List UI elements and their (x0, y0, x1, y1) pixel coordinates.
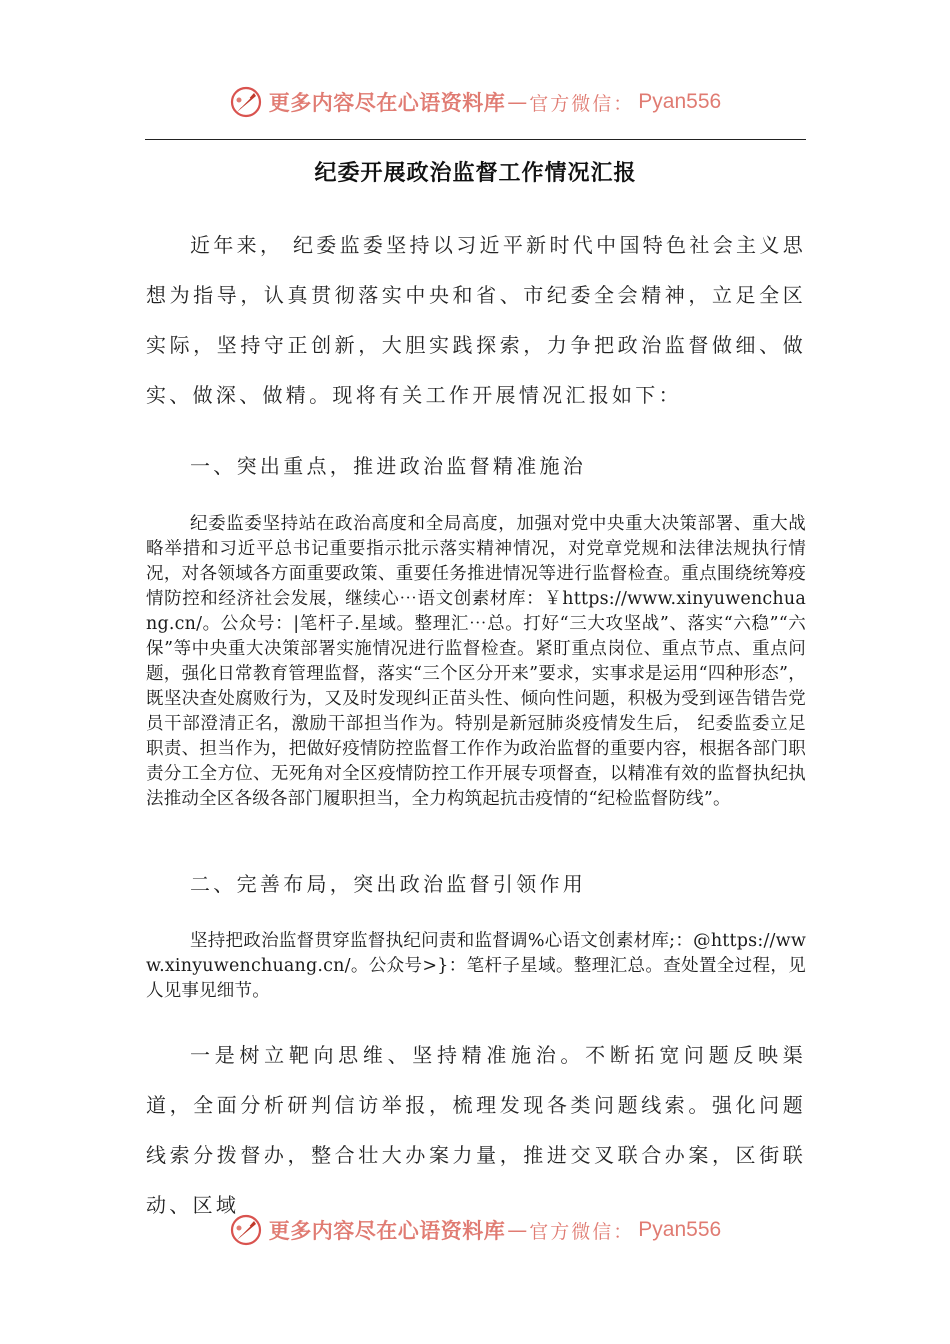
section-2-body: 坚持把政治监督贯穿监督执纪问责和监督调%心语文创素材库;：@https://www.xinyuwenchuang.cn/。公众号>}：笔杆子星域。整理汇总。查处置全过程，见人见事见细节。 (146, 931, 806, 1001)
intro-paragraph: 近年来， 纪委监委坚持以习近平新时代中国特色社会主义思想为指导，认真贯彻落实中央和省、市纪委全会精神，立足全区实际，坚持守正创新，大胆实践探索，力争把政治监督做细、做实、做深、做精。现将有关工作开展情况汇报如下： (146, 233, 806, 407)
banner-wechat-handle: Pyan556 (638, 90, 722, 113)
banner-wechat-handle: Pyan556 (638, 1218, 722, 1241)
document-title: 纪委开展政治监督工作情况汇报 (314, 161, 637, 186)
section-1-heading: 一、突出重点，推进政治监督精准施治 (190, 454, 587, 478)
banner-brand-text: 更多内容尽在心语资料库 (268, 90, 506, 115)
banner-brand-text: 更多内容尽在心语资料库 (268, 1218, 506, 1243)
banner-official-label: 官方微信： (529, 92, 635, 115)
quill-logo-icon (229, 85, 263, 119)
quill-logo-icon (229, 1213, 263, 1247)
point-1-paragraph: 一是树立靶向思维、坚持精准施治。不断拓宽问题反映渠道，全面分析研判信访举报，梳理发现各类问题线索。强化问题线索分拨督办，整合壮大办案力量，推进交叉联合办案，区街联动、区域 (146, 1043, 806, 1217)
section-1-body: 纪委监委坚持站在政治高度和全局高度，加强对党中央重大决策部署、重大战略举措和习近平总书记重要指示批示落实精神情况，对党章党规和法律法规执行情况，对各领域各方面重要政策、重要任务推进情况等进行监督检查。重点围绕统筹疫情防控和经济社会发展，继续心⋯语文创素材库：￥https://www.xinyuwenchuang.cn/。公众号：|笔杆子.星域。整理汇⋯总。打好“三大攻坚战”、落实“六稳”“六保”等中央重大决策部署实施情况进行监督检查。紧盯重点岗位、重点节点、重点问题，强化日常教育管理监督，落实“三个区分开来”要求，实事求是运用“四种形态”，既坚决查处腐败行为，又及时发现纠正苗头性、倾向性问题，积极为受到诬告错告党员干部澄清正名，激励干部担当作为。特别是新冠肺炎疫情发生后， 纪委监委立足职责、担当作为，把做好疫情防控监督工作作为政治监督的重要内容，根据各部门职责分工全方位、无死角对全区疫情防控工作开展专项督查，以精准有效的监督执纪执法推动全区各级各部门履职担当，全力构筑起抗击疫情的“纪检监督防线”。 (146, 514, 806, 809)
banner-dash: — (507, 90, 528, 114)
banner-dash: — (507, 1218, 528, 1242)
banner-official-label: 官方微信： (529, 1220, 635, 1243)
section-2-heading: 二、完善布局，突出政治监督引领作用 (190, 872, 587, 896)
header-divider (145, 139, 806, 140)
footer-banner (0, 1210, 950, 1250)
header-banner (0, 82, 950, 122)
